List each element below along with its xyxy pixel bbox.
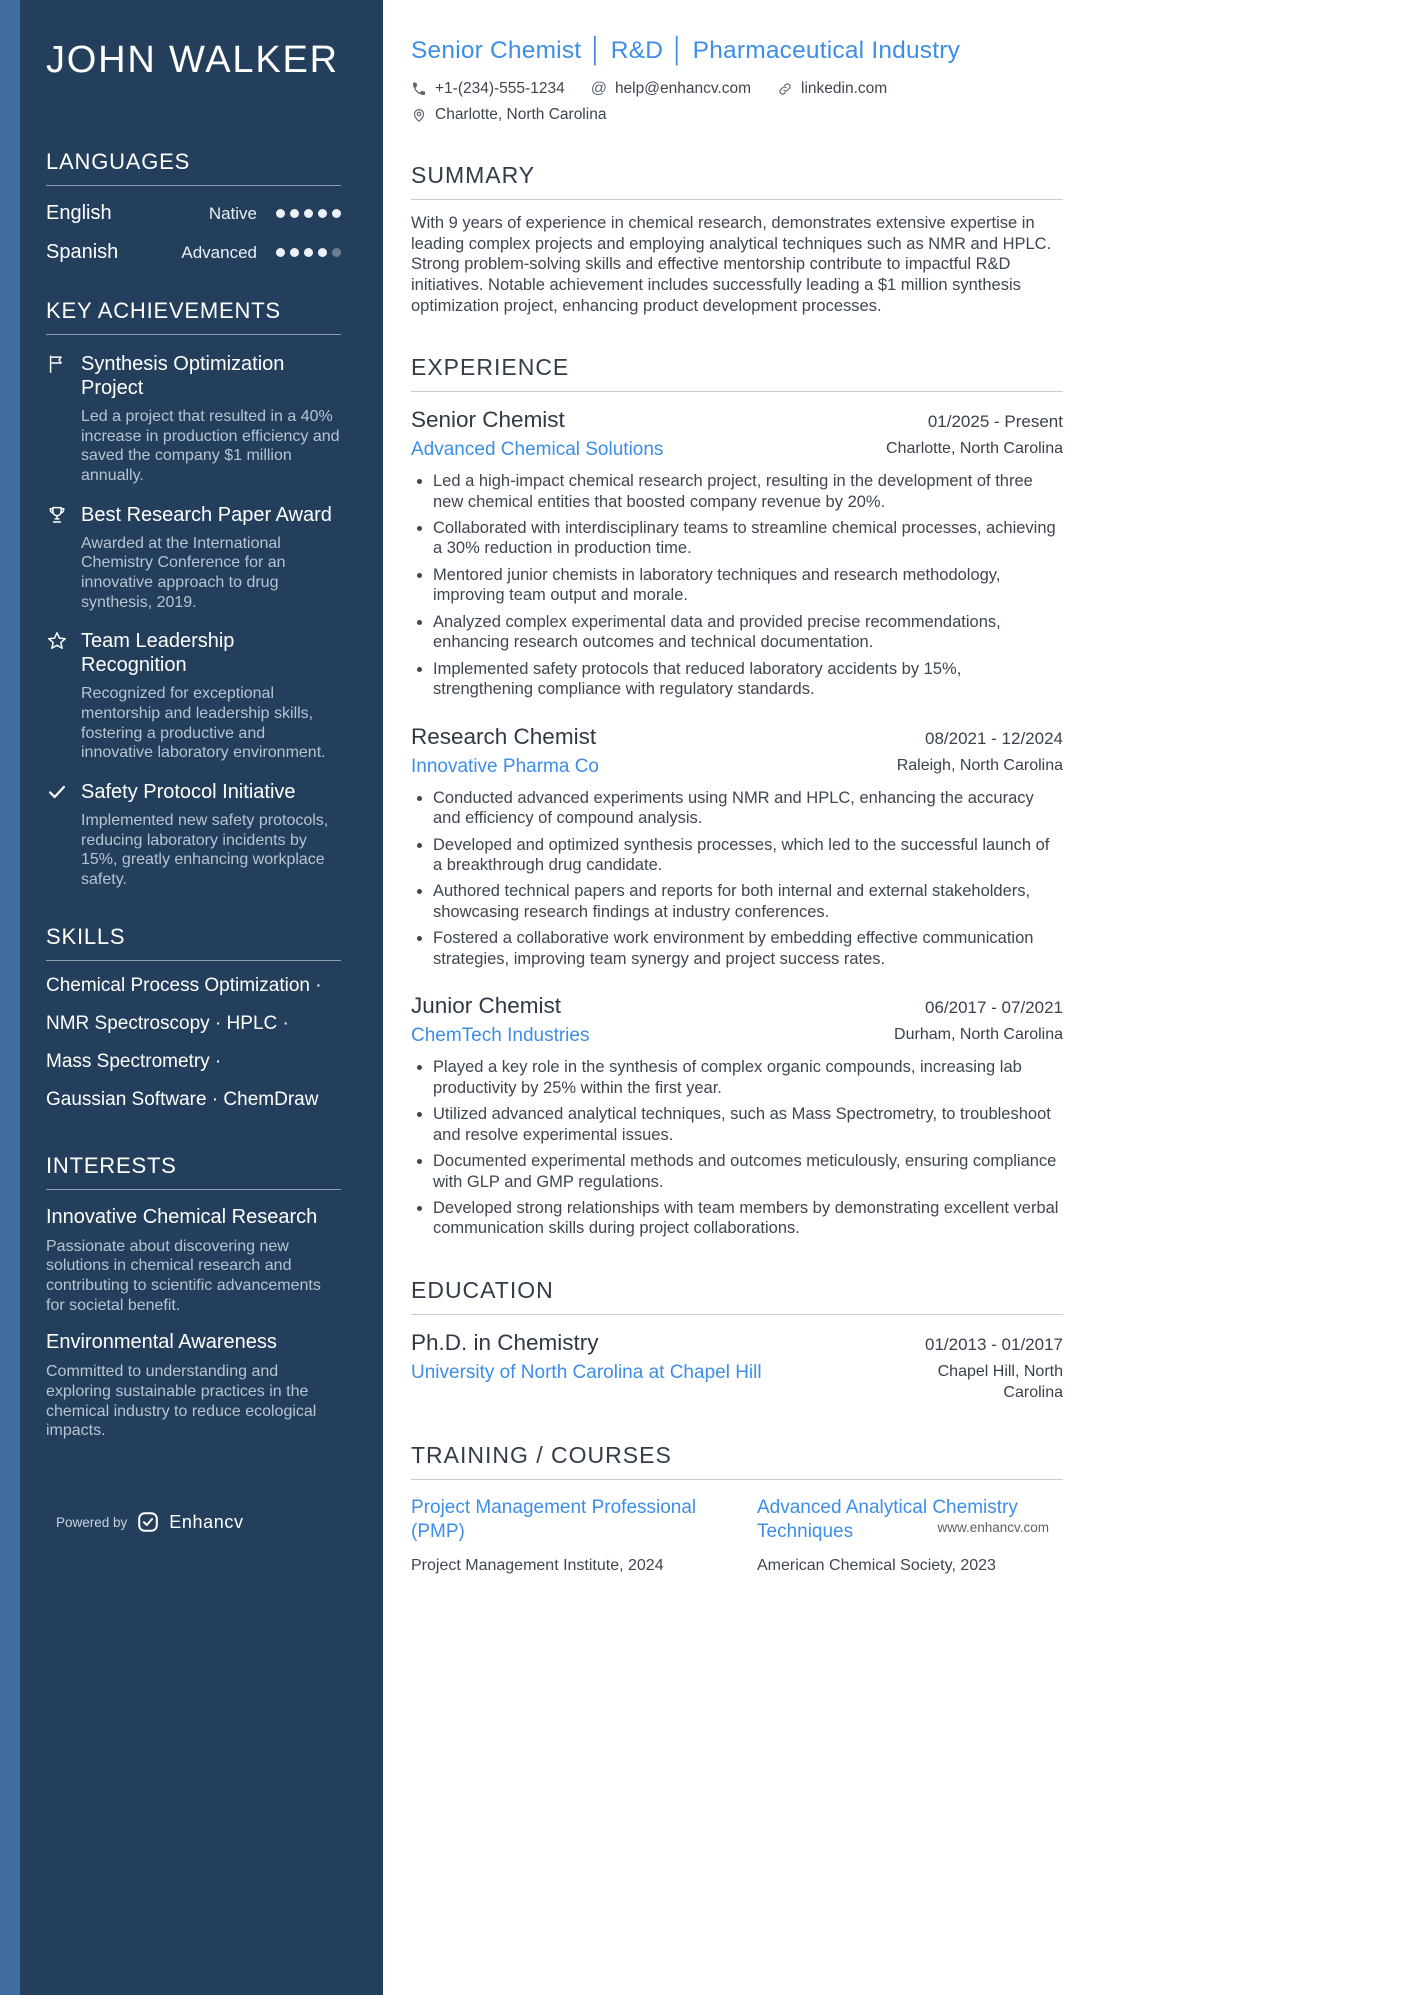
experience-section [411,354,1063,1239]
course-item [411,1496,717,1575]
summary-heading: SUMMARY [411,162,1063,200]
languages-section [46,149,341,264]
company-name[interactable]: ChemTech Industries [411,1025,590,1047]
sidebar-accent-strip [0,0,20,1995]
company-row [411,439,1063,461]
language-row [46,241,341,264]
bullet-item: • Conducted advanced experiments using NMR and HPLC, enhancing the accuracy and efficiency of compound analysis. [433,788,1063,829]
achievement-text: Awarded at the International Chemistry Conference for an innovative approach to drug synthesis, 2019. [81,534,286,611]
sidebar [0,0,383,1995]
flag-icon [46,353,68,375]
bullet-item: • Implemented safety protocols that reduced laboratory accidents by 15%, strengthening compliance with regulatory standards. [433,659,1063,700]
link-icon [777,81,793,97]
bullet-item: • Led a high-impact chemical research project, resulting in the development of three new chemical entities that boosted company revenue by 20%. [433,471,1063,512]
job-bullets [411,788,1063,970]
bullet-item: • Authored technical papers and reports for both internal and external stakeholders, showcasing research findings at industry conferences. [433,881,1063,922]
achievement-text: Implemented new safety protocols, reducing laboratory incidents by 15%, greatly enhancing workplace safety. [81,812,329,889]
course-title[interactable]: Project Management Professional (PMP) [411,1496,697,1543]
key-achievements-heading: KEY ACHIEVEMENTS [46,298,341,335]
skill-line: Gaussian Software · ChemDraw [46,1088,319,1110]
summary-section [411,162,1063,316]
language-name: Spanish [46,241,119,264]
candidate-name: JOHN WALKER [46,39,339,81]
interest-item [46,1206,341,1316]
resume-headline: Senior Chemist │ R&D │ Pharmaceutical Industry [411,37,961,64]
skill-line: Mass Spectrometry · [46,1050,222,1072]
experience-entry [411,724,1063,970]
job-header [411,724,1063,750]
phone-number: +1-(234)-555-1234 [435,80,565,97]
language-proficiency [209,204,341,224]
email-contact[interactable] [591,80,751,98]
powered-by-footer [56,1510,244,1534]
skills-section [46,924,341,1119]
education-entry [411,1330,1063,1404]
language-proficiency [181,243,341,263]
job-bullets [411,1057,1063,1239]
achievement-text: Recognized for exceptional mentorship and leadership skills, fostering a productive and innovative laboratory environment. [81,685,326,762]
skills-list [46,967,341,1119]
interest-title: Environmental Awareness [46,1331,277,1354]
main-content [411,0,1063,1995]
interest-text: Committed to understanding and exploring sustainable practices in the chemical industry to reduce ecological impacts. [46,1363,317,1440]
interests-heading: INTERESTS [46,1153,341,1190]
job-dates: 06/2017 - 07/2021 [924,998,1063,1018]
bullet-item: • Mentored junior chemists in laboratory techniques and research methodology, improving team output and morale. [433,565,1063,606]
skill-line: Chemical Process Optimization · [46,974,322,996]
company-name[interactable]: Innovative Pharma Co [411,755,599,777]
degree-title: Ph.D. in Chemistry [411,1329,599,1355]
bullet-item: • Developed strong relationships with team members by demonstrating excellent verbal communication skills during project collaborations. [433,1198,1063,1239]
language-level-label: Advanced [181,242,257,262]
key-achievements-section [46,298,341,890]
training-grid [411,1496,1063,1575]
job-role: Senior Chemist [411,407,565,433]
achievement-text: Led a project that resulted in a 40% increase in production efficiency and saved the company $1 million annually. [81,408,340,485]
job-role: Junior Chemist [411,993,562,1019]
phone-contact [411,80,565,98]
job-role: Research Chemist [411,723,597,749]
job-location: Charlotte, North Carolina [886,440,1063,458]
company-row [411,1025,1063,1047]
education-dates: 01/2013 - 01/2017 [924,1334,1063,1354]
education-heading: EDUCATION [411,1277,1063,1315]
course-item [757,1496,1063,1575]
job-header [411,407,1063,433]
achievement-title: Synthesis Optimization Project [81,353,285,400]
language-name: English [46,202,112,225]
interests-section [46,1153,341,1441]
location-pin-icon [411,107,427,123]
skill-line: NMR Spectroscopy · HPLC · [46,1012,289,1034]
achievement-title: Safety Protocol Initiative [81,781,296,804]
training-section [411,1442,1063,1575]
email-address[interactable]: help@enhancv.com [614,80,752,97]
languages-heading: LANGUAGES [46,149,341,186]
achievement-title: Best Research Paper Award [81,503,332,526]
enhancv-brand-label[interactable]: Enhancv [169,1511,244,1532]
star-icon [46,630,68,652]
achievement-item [46,629,341,763]
link-contact[interactable] [777,80,887,98]
course-organization: American Chemical Society, 2023 [757,1556,996,1574]
bullet-item: • Played a key role in the synthesis of complex organic compounds, increasing lab productivity by 25% within the first year. [433,1057,1063,1098]
job-dates: 08/2021 - 12/2024 [924,728,1063,748]
trophy-icon [46,504,68,526]
location-contact [411,106,606,124]
location-row [411,106,1063,124]
job-dates: 01/2025 - Present [927,412,1063,432]
language-row [46,202,341,225]
summary-text: With 9 years of experience in chemical research, demonstrates extensive expertise in leading complex projects and employing analytical techniques such as NMR and HPLC. Strong problem-solving skills and effective mentorship contribute to impactful R&D initiatives. Notable achievement includes successfully leading a $1 million synthesis optimization project, enhancing product development processes. [411,214,1052,315]
bullet-item: • Utilized advanced analytical techniques, such as Mass Spectrometry, to troubleshoot and resolve experimental issues. [433,1104,1063,1145]
language-proficiency-dots [271,248,341,257]
course-organization: Project Management Institute, 2024 [411,1556,664,1574]
bullet-item: • Analyzed complex experimental data and provided precise recommendations, enhancing research outcomes and technical documentation. [433,612,1063,653]
education-section [411,1277,1063,1404]
interest-item [46,1331,341,1441]
job-bullets [411,471,1063,700]
job-location: Durham, North Carolina [894,1026,1063,1044]
achievement-body [81,352,341,486]
language-level-label: Native [208,203,257,223]
interest-title: Innovative Chemical Research [46,1205,318,1228]
school-location: Chapel Hill, North Carolina [937,1362,1063,1401]
interest-text: Passionate about discovering new solutions in chemical research and contributing to scientific advancements for societal benefit. [46,1237,321,1314]
language-proficiency-dots [271,209,341,218]
school-row [411,1362,1063,1404]
job-header [411,993,1063,1019]
company-row [411,756,1063,778]
achievement-body [81,629,341,763]
location-text: Charlotte, North Carolina [435,106,607,123]
school-name[interactable]: University of North Carolina at Chapel Hill [411,1361,762,1383]
achievement-body [81,503,341,613]
bullet-item: • Documented experimental methods and outcomes meticulously, ensuring compliance with GLP and GMP regulations. [433,1151,1063,1192]
experience-heading: EXPERIENCE [411,354,1063,392]
powered-by-label: Powered by [56,1514,128,1530]
at-icon: @ [590,80,607,97]
skills-heading: SKILLS [46,924,341,961]
linkedin-link[interactable]: linkedin.com [801,80,888,97]
enhancv-logo-icon[interactable] [136,1510,160,1534]
achievement-item [46,503,341,613]
bullet-item: • Fostered a collaborative work environment by embedding effective communication strategies, improving team synergy and project success rates. [433,928,1063,969]
contact-row [411,80,1063,98]
enhancv-site-url[interactable]: www.enhancv.com [937,1520,1049,1535]
course-title[interactable]: Advanced Analytical Chemistry Techniques [757,1496,1018,1543]
job-location: Raleigh, North Carolina [896,756,1063,774]
education-header [411,1330,1063,1356]
achievement-item [46,780,341,890]
training-heading: TRAINING / COURSES [411,1442,1063,1480]
experience-entry [411,407,1063,700]
bullet-item: • Developed and optimized synthesis processes, which led to the successful launch of a breakthrough drug candidate. [433,835,1063,876]
achievement-item [46,352,341,486]
bullet-item: • Collaborated with interdisciplinary teams to streamline chemical processes, achieving a 30% reduction in production time. [433,518,1063,559]
experience-entry [411,993,1063,1239]
achievement-title: Team Leadership Recognition [81,630,235,677]
phone-icon [411,81,427,97]
company-name[interactable]: Advanced Chemical Solutions [411,439,664,461]
check-icon [46,781,68,803]
achievement-body [81,780,341,890]
